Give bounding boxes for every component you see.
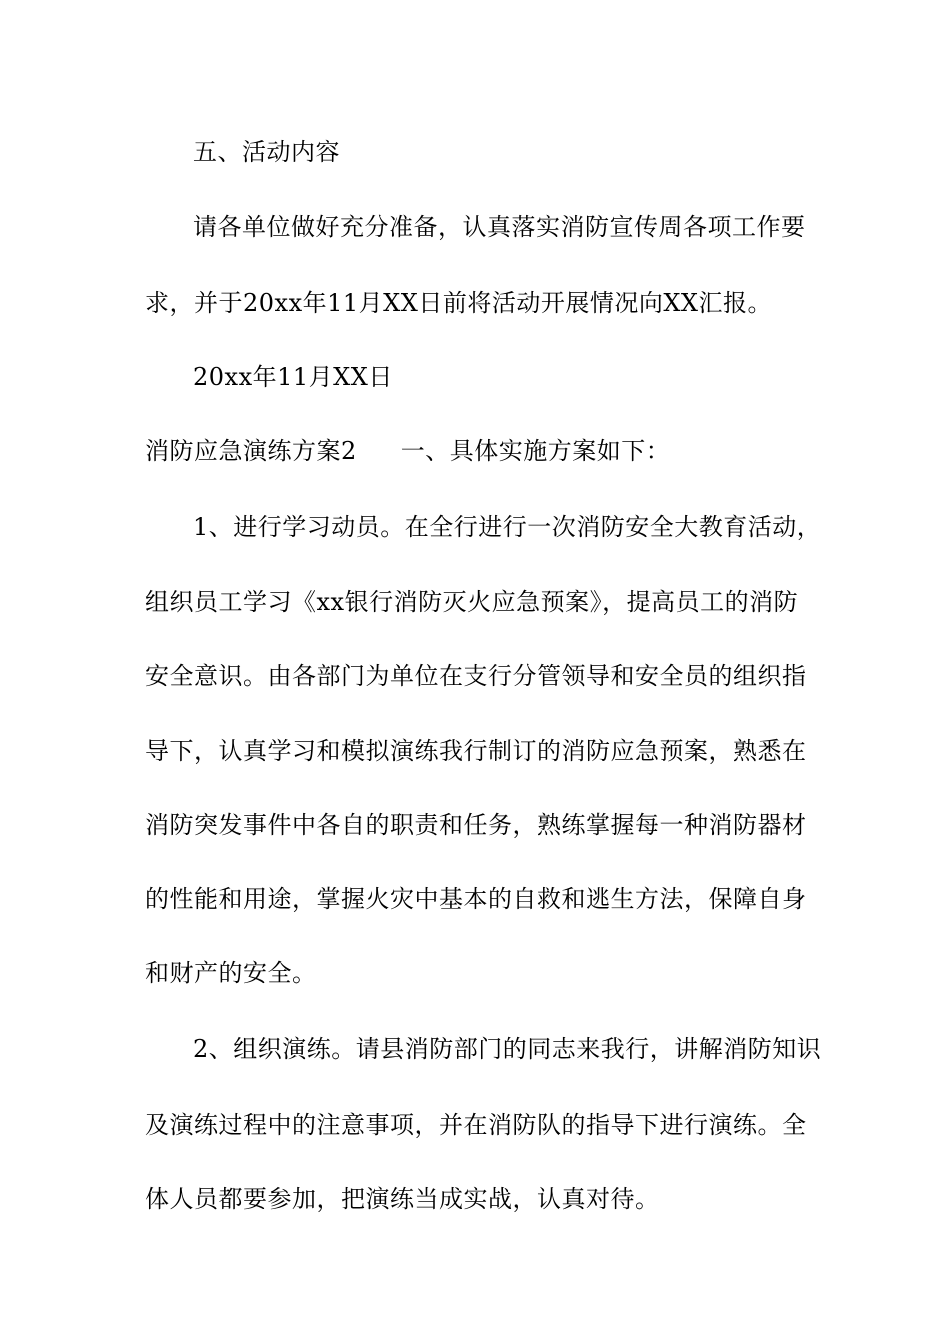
paragraph-line: 2、组织演练。请县消防部门的同志来我行，讲解消防知识 [193, 1035, 822, 1063]
date-line: 20xx年11月XX日 [193, 363, 393, 391]
paragraph-line: 及演练过程中的注意事项，并在消防队的指导下进行演练。全 [145, 1111, 807, 1139]
section-title: 消防应急演练方案2 [145, 437, 357, 465]
paragraph-line: 和财产的安全。 [145, 959, 317, 987]
section-title-line [145, 436, 815, 466]
paragraph-line: 组织员工学习《xx银行消防灭火应急预案》，提高员工的消防 [145, 588, 799, 616]
paragraph-line: 安全意识。由各部门为单位在支行分管领导和安全员的组织指 [145, 662, 807, 690]
paragraph-line: 导下，认真学习和模拟演练我行制订的消防应急预案，熟悉在 [145, 737, 807, 765]
paragraph-line: 求，并于20xx年11月XX日前将活动开展情况向XX汇报。 [145, 289, 772, 317]
subsection-heading: 一、具体实施方案如下： [400, 437, 671, 465]
paragraph-line: 消防突发事件中各自的职责和任务，熟练掌握每一种消防器材 [145, 811, 807, 839]
paragraph-line: 体人员都要参加，把演练当成实战，认真对待。 [145, 1185, 660, 1213]
paragraph-line: 1、进行学习动员。在全行进行一次消防安全大教育活动， [193, 513, 822, 541]
section-heading: 五、活动内容 [193, 138, 340, 166]
paragraph-line: 的性能和用途，掌握火灾中基本的自救和逃生方法，保障自身 [145, 885, 807, 913]
paragraph-line: 请各单位做好充分准备，认真落实消防宣传周各项工作要 [193, 213, 806, 241]
